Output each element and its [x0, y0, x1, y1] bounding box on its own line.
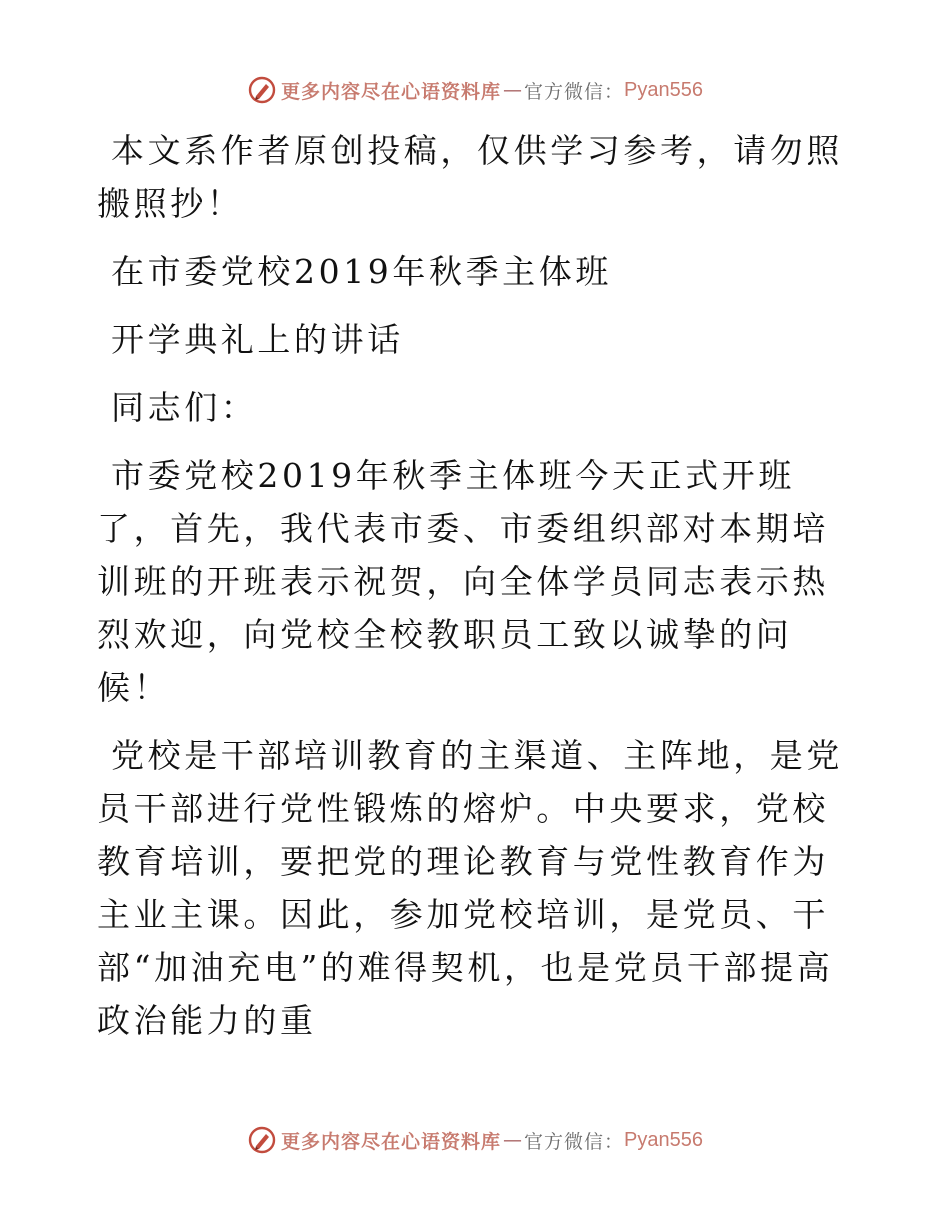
salutation: 同志们：: [111, 388, 258, 427]
disclaimer-paragraph: 本文系作者原创投稿，仅供学习参考，请勿照搬照抄！: [97, 131, 843, 223]
document-body: [97, 124, 857, 1062]
footer-watermark: [0, 1120, 950, 1160]
pen-logo-icon: [247, 1125, 277, 1155]
header-watermark: [0, 70, 950, 110]
watermark-wechat-id: Pyan556: [624, 78, 703, 101]
body-paragraph-2: 党校是干部培训教育的主渠道、主阵地，是党员干部进行党性锻炼的熔炉。中央要求，党校教育培训，要把党的理论教育与党性教育作为主业主课。因此，参加党校培训，是党员、干部“加油充电”的难得契机，也是党员干部提高政治能力的重: [97, 736, 843, 1040]
title-line-1: 在市委党校2019年秋季主体班: [111, 252, 612, 291]
watermark-separator: —: [503, 79, 523, 101]
watermark-wechat-label: 官方微信：: [524, 1130, 625, 1153]
title-line-2: 开学典礼上的讲话: [111, 320, 404, 359]
watermark-wechat-id: Pyan556: [624, 1128, 703, 1151]
body-paragraph-1: 市委党校2019年秋季主体班今天正式开班了，首先，我代表市委、市委组织部对本期培训班的开班表示祝贺，向全体学员同志表示热烈欢迎，向党校全校教职员工致以诚挚的问候！: [97, 456, 829, 707]
watermark-main-text: 更多内容尽在心语资料库: [281, 80, 502, 103]
watermark-main-text: 更多内容尽在心语资料库: [281, 1130, 502, 1153]
watermark-separator: —: [503, 1129, 523, 1151]
watermark-wechat-label: 官方微信：: [524, 80, 625, 103]
pen-logo-icon: [247, 75, 277, 105]
